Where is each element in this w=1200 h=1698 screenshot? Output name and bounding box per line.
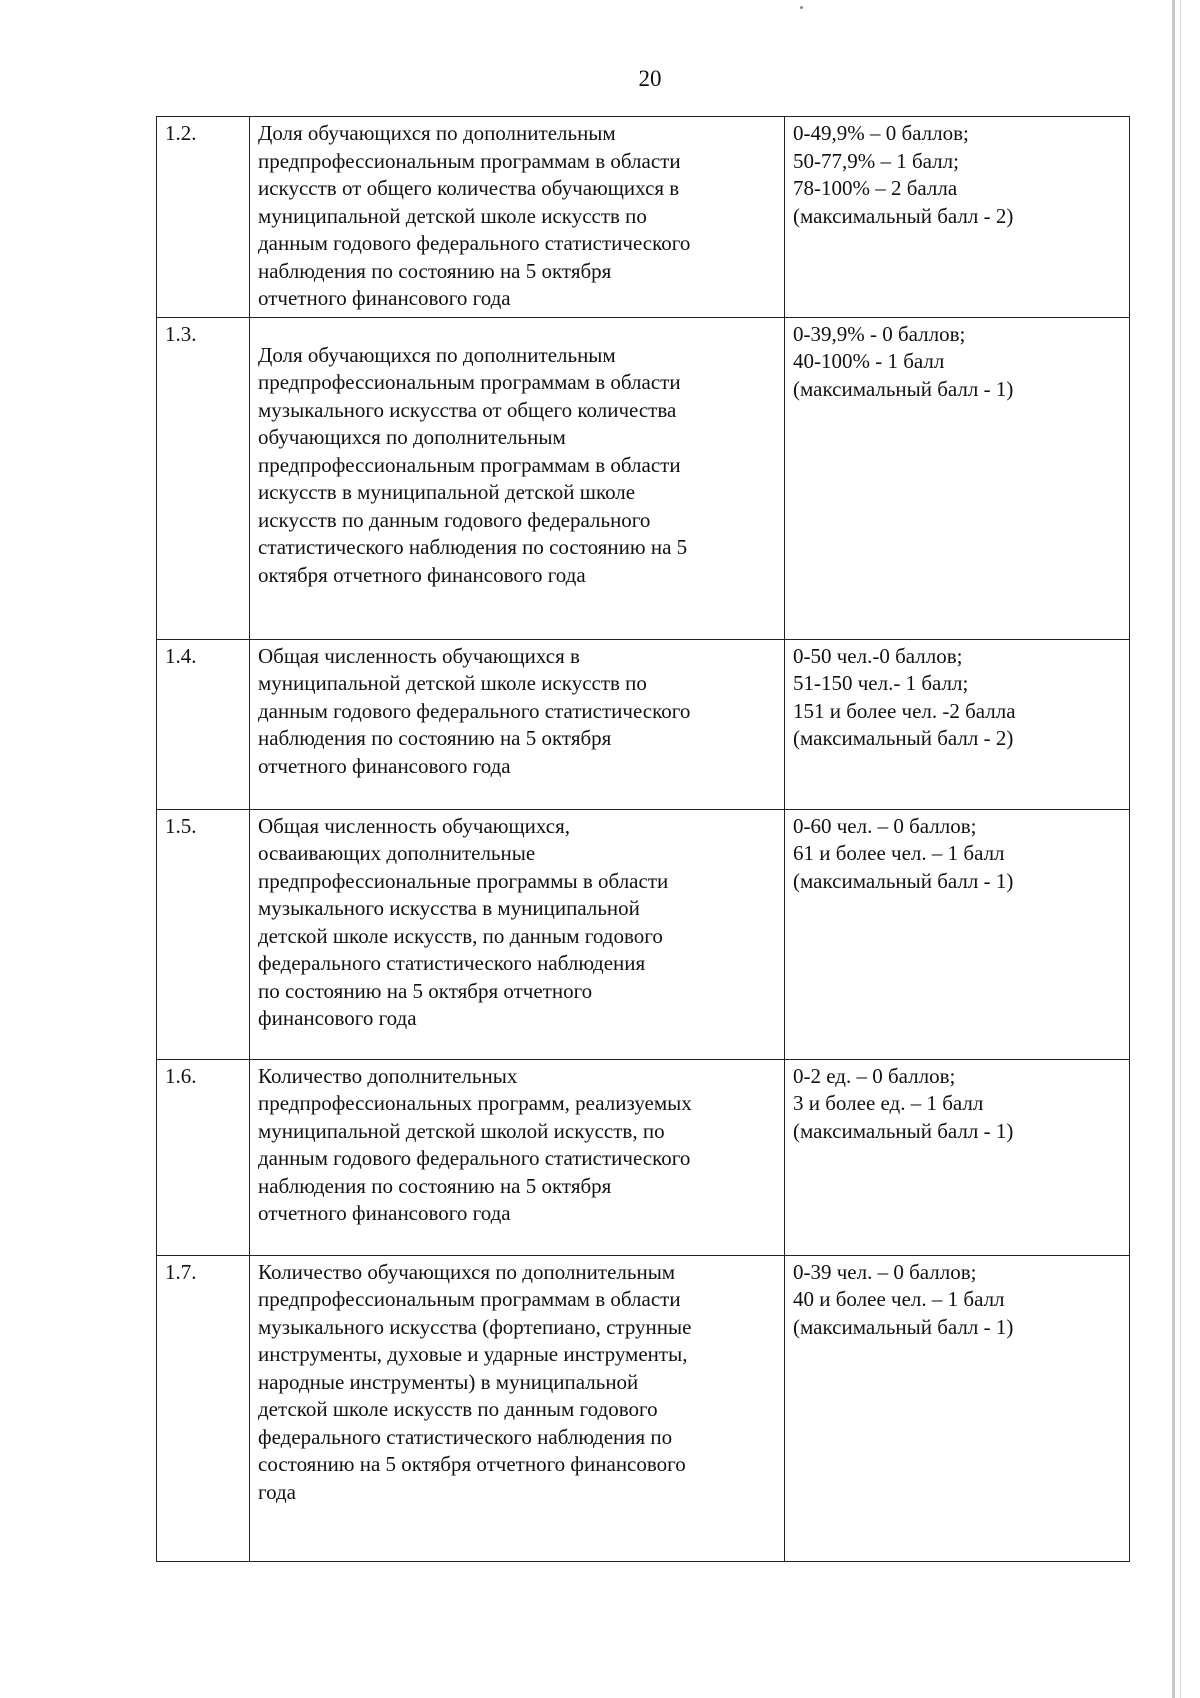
score-line: 40-100% - 1 балл [793, 349, 945, 373]
description-line: предпрофессиональным программам в области [258, 452, 681, 477]
description-line: наблюдения по состоянию на 5 октября [258, 258, 612, 283]
score-line: 78-100% – 2 балла [793, 176, 958, 200]
score-line: 3 и более ед. – 1 балл [793, 1091, 984, 1115]
description-line: детской школе искусств, по данным годового [258, 923, 663, 948]
description-line: Общая численность обучающихся, [258, 813, 570, 838]
description-line: наблюдения по состоянию на 5 октября [258, 726, 612, 750]
score-line: 0-60 чел. – 0 баллов; [793, 813, 977, 838]
score-line: 0-2 ед. – 0 баллов; [793, 1063, 956, 1088]
table-row [157, 1059, 1130, 1255]
row-score [785, 1059, 1130, 1255]
row-description [250, 1255, 785, 1561]
score-line: 0-39,9% - 0 баллов; [793, 321, 966, 346]
criteria-table [156, 116, 1130, 1562]
description-line: отчетного финансового года [258, 286, 511, 310]
row-score [785, 639, 1130, 809]
score-line: 0-49,9% – 0 баллов; [793, 121, 969, 145]
description-line: данным годового федерального статистического [258, 231, 691, 255]
score-line: 0-39 чел. – 0 баллов; [793, 1259, 977, 1284]
score-line: (максимальный балл - 1) [793, 1314, 1014, 1339]
row-number: 1.6. [157, 1059, 250, 1255]
table-row [157, 809, 1130, 1059]
score-line: (максимальный балл - 2) [793, 203, 1014, 228]
row-description [250, 1059, 785, 1255]
row-score [785, 117, 1130, 318]
score-line: (максимальный балл - 1) [793, 376, 1014, 401]
description-line: Доля обучающихся по дополнительным [258, 121, 616, 145]
row-score [785, 317, 1130, 639]
description-line: Количество обучающихся по дополнительным [258, 1259, 676, 1284]
description-line: обучающихся по дополнительным [258, 425, 566, 449]
page-number: 20 [638, 66, 662, 91]
score-line: (максимальный балл - 1) [793, 1118, 1014, 1143]
description-line: предпрофессиональным программам в области [258, 1287, 681, 1311]
description-line: состоянию на 5 октября отчетного финансового [258, 1452, 686, 1476]
description-line: отчетного финансового года [258, 1201, 511, 1225]
description-line: искусств по данным годового федерального [258, 507, 651, 532]
row-number: 1.7. [157, 1255, 250, 1561]
description-line: инструменты, духовые и ударные инструменты, [258, 1342, 688, 1366]
score-line: (максимальный балл - 1) [793, 868, 1014, 893]
description-line: детской школе искусств по данным годового [258, 1397, 658, 1421]
row-description [250, 639, 785, 809]
scan-edge-line [1180, 0, 1181, 1698]
table-row [157, 117, 1130, 318]
description-line: наблюдения по состоянию на 5 октября [258, 1173, 612, 1198]
description-line: данным годового федерального статистического [258, 1146, 691, 1170]
description-line: года [258, 1479, 296, 1504]
description-line: по состоянию на 5 октября отчетного [258, 978, 593, 1003]
scan-edge-shadow [1172, 0, 1175, 1698]
table-row [157, 317, 1130, 639]
description-line: федерального статистического наблюдения [258, 951, 646, 975]
description-line: музыкального искусства (фортепиано, струнные [258, 1314, 692, 1339]
row-number: 1.2. [157, 117, 250, 318]
row-number: 1.5. [157, 809, 250, 1059]
score-line: 61 и более чел. – 1 балл [793, 841, 1005, 865]
row-number: 1.4. [157, 639, 250, 809]
description-line: Доля обучающихся по дополнительным [258, 342, 616, 367]
score-line: 50-77,9% – 1 балл; [793, 148, 959, 173]
description-line: федерального статистического наблюдения по [258, 1424, 673, 1449]
description-line: предпрофессиональные программы в области [258, 868, 669, 893]
description-line: музыкального искусства от общего количества [258, 397, 677, 422]
description-line: Количество дополнительных [258, 1063, 518, 1088]
row-score [785, 1255, 1130, 1561]
description-line: предпрофессиональных программ, реализуемых [258, 1091, 692, 1115]
description-line: Общая численность обучающихся в [258, 643, 580, 668]
description-line: музыкального искусства в муниципальной [258, 896, 640, 920]
score-line: 151 и более чел. -2 балла [793, 698, 1016, 723]
description-line: данным годового федерального статистического [258, 698, 691, 723]
row-number: 1.3. [157, 317, 250, 639]
row-score [785, 809, 1130, 1059]
row-description [250, 317, 785, 639]
description-line: искусств от общего количества обучающихся в [258, 176, 680, 200]
description-line: предпрофессиональным программам в области [258, 148, 681, 173]
score-line: 0-50 чел.-0 баллов; [793, 643, 963, 668]
scan-speck [800, 6, 803, 9]
row-description [250, 117, 785, 318]
score-line: 40 и более чел. – 1 балл [793, 1287, 1005, 1311]
description-line: искусств в муниципальной детской школе [258, 480, 636, 504]
description-line: осваивающих дополнительные [258, 841, 536, 865]
description-line: народные инструменты) в муниципальной [258, 1369, 639, 1394]
table-row [157, 639, 1130, 809]
description-line: отчетного финансового года [258, 753, 511, 778]
description-line: муниципальной детской школой искусств, по [258, 1118, 665, 1143]
description-line: муниципальной детской школе искусств по [258, 203, 647, 228]
description-line: статистического наблюдения по состоянию на 5 [258, 535, 688, 559]
score-line: (максимальный балл - 2) [793, 726, 1014, 750]
description-line: финансового года [258, 1006, 417, 1030]
row-description [250, 809, 785, 1059]
table-row [157, 1255, 1130, 1561]
description-line: октября отчетного финансового года [258, 562, 586, 587]
description-line: предпрофессиональным программам в области [258, 370, 681, 394]
description-line: муниципальной детской школе искусств по [258, 671, 647, 695]
score-line: 51-150 чел.- 1 балл; [793, 671, 969, 695]
